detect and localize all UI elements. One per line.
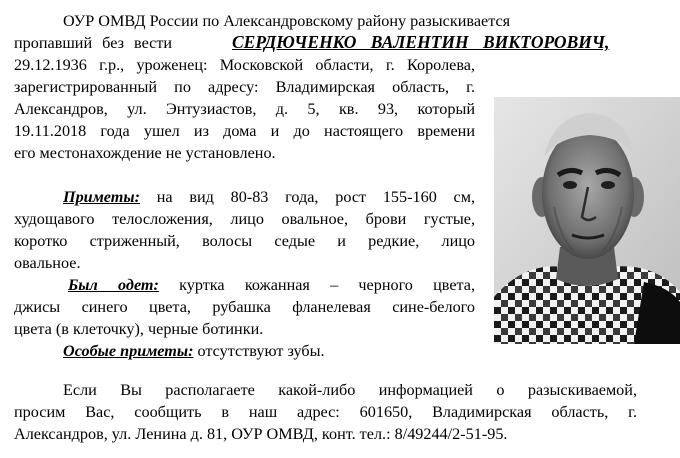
special-marks-line — [63, 341, 325, 361]
clothing-line-3: цвета (в клеточку), черные ботинки. — [14, 320, 264, 338]
clothing-line-2: джисы синего цвета, рубашка фланелевая сине-белого — [14, 298, 475, 316]
clothing-label: Был одет: — [68, 276, 159, 294]
special-marks-text: отсутствуют зубы. — [197, 342, 325, 360]
features-line-1 — [63, 187, 475, 207]
features-label: Приметы: — [63, 188, 140, 206]
clothing-line-1 — [68, 275, 475, 295]
contact-line-1: Если Вы располагаете какой-либо информацией о разыскиваемой, — [63, 381, 637, 399]
features-line-1-text: на вид 80-83 года, рост 155-160 см, — [156, 188, 476, 206]
intro-line-2 — [14, 32, 610, 53]
person-photo — [494, 97, 680, 344]
features-line-2: худощавого телосложения, лицо овальное, брови густые, — [14, 210, 475, 228]
features-line-3: коротко стриженный, волосы седые и редкие, лицо — [14, 232, 475, 250]
intro-line-4: зарегистрированный по адресу: Владимирская область, г. — [14, 78, 475, 96]
person-name: СЕРДЮЧЕНКО ВАЛЕНТИН ВИКТОРОВИЧ, — [232, 32, 610, 52]
intro-line-5: Александров, ул. Энтузиастов, д. 5, кв. 93, который — [14, 100, 475, 118]
person-photo-drawing — [494, 97, 680, 344]
special-marks-label: Особые приметы: — [63, 342, 194, 360]
features-line-4: овальное. — [14, 254, 81, 272]
intro-line-3: 29.12.1936 г.р., уроженец: Московской области, г. Королева, — [14, 56, 475, 74]
intro-line-2-prefix: пропавший без вести — [14, 34, 173, 52]
contact-line-3: Александров, ул. Ленина д. 81, ОУР ОМВД, конт. тел.: 8/49244/2-51-95. — [14, 425, 508, 443]
clothing-line-1-text: куртка кожанная – черного цвета, — [179, 276, 476, 294]
contact-line-2: просим Вас, сообщить в наш адрес: 601650, Владимирская область, г. — [14, 403, 637, 421]
intro-line-1: ОУР ОМВД России по Александровскому району разыскивается — [63, 12, 511, 30]
intro-line-7: его местонахождение не установлено. — [14, 144, 276, 162]
intro-line-6: 19.11.2018 года ушел из дома и до настоящего времени — [14, 122, 475, 140]
